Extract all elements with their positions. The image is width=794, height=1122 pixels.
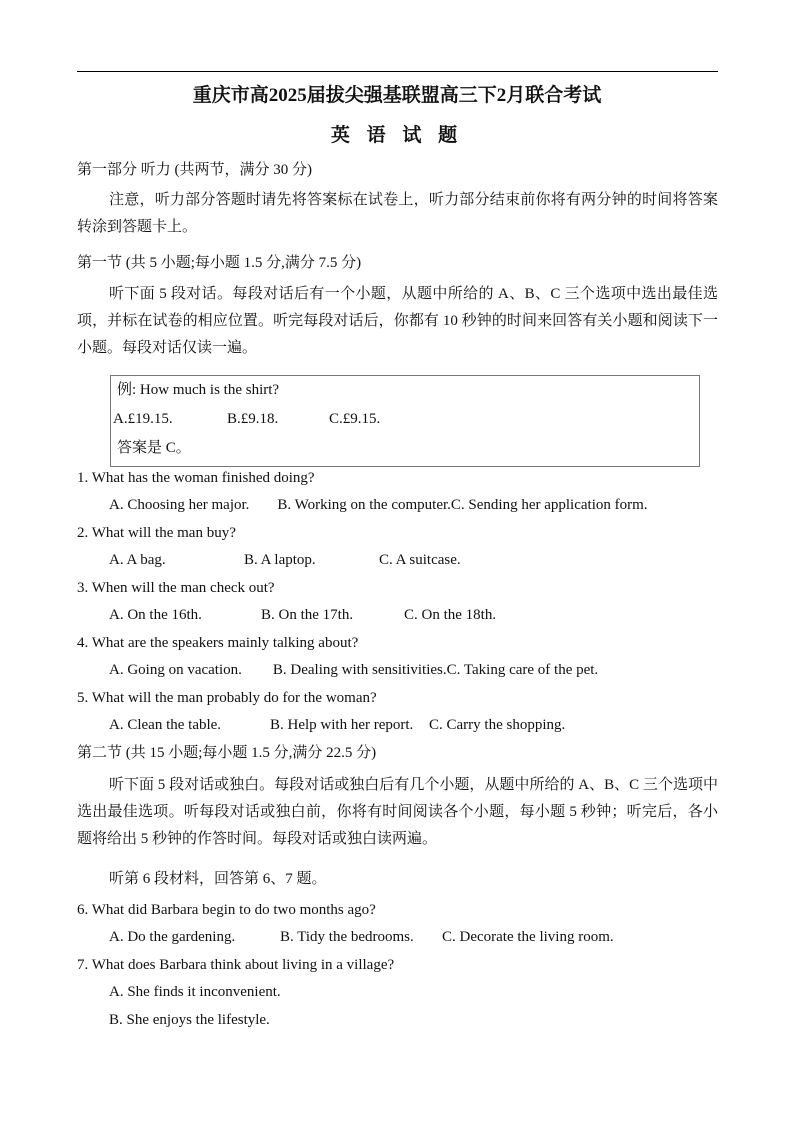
option-c: C. Carry the shopping. <box>429 717 566 733</box>
example-answer: 答案是 C。 <box>117 440 191 456</box>
option-a: A. Going on vacation. <box>109 662 242 678</box>
option-b: B. A laptop. <box>244 552 316 568</box>
part1-heading: 第一部分 听力 (共两节，满分 30 分) <box>77 162 312 178</box>
example-option-c: C.£9.15. <box>329 411 381 427</box>
question-7-option-a: A. She finds it inconvenient. <box>109 984 281 1000</box>
part1-notice: 注意，听力部分答题时请先将答案标在试卷上，听力部分结束前你将有两分钟的时间将答案转涂到答题卡上。 <box>77 192 718 235</box>
section1-heading: 第一节 (共 5 小题;每小题 1.5 分,满分 7.5 分) <box>77 255 362 271</box>
option-b: B. Working on the computer. <box>277 497 451 513</box>
option-a: A. Do the gardening. <box>109 929 236 945</box>
question-4: 4. What are the speakers mainly talking about? <box>77 635 359 651</box>
question-3: 3. When will the man check out? <box>77 580 275 596</box>
option-b: B. Help with her report. <box>270 717 414 733</box>
option-a: A. Choosing her major. <box>109 497 250 513</box>
option-c: C. A suitcase. <box>379 552 461 568</box>
option-c: C. On the 18th. <box>404 607 497 623</box>
question-6: 6. What did Barbara begin to do two months ago? <box>77 902 376 918</box>
question-3-options <box>109 605 497 625</box>
question-1-options <box>109 495 648 515</box>
material-6-note: 听第 6 段材料，回答第 6、7 题。 <box>109 871 327 887</box>
section1-instructions: 听下面 5 段对话。每段对话后有一个小题，从题中所给的 A、B、C 三个选项中选出最佳选项，并标在试卷的相应位置。听完每段对话后，你都有 10 秒钟的时间来回答有关小题和阅读下一小题。每段对话仅读一遍。 <box>77 286 718 356</box>
exam-title: 重庆市高2025届拔尖强基联盟高三下2月联合考试 <box>192 85 602 106</box>
option-a: A. Clean the table. <box>109 717 222 733</box>
option-c: C. Taking care of the pet. <box>446 662 599 678</box>
option-c: C. Sending her application form. <box>450 497 648 513</box>
example-box <box>110 375 700 467</box>
section2-instructions: 听下面 5 段对话或独白。每段对话或独白后有几个小题，从题中所给的 A、B、C 三个选项中选出最佳选项。听每段对话或独白前，你将有时间阅读各个小题，每小题 5 秒钟；听完后，各小题将给出 5 秒钟的作答时间。每段对话或独白读两遍。 <box>77 777 718 847</box>
question-5-options <box>109 715 566 735</box>
question-5: 5. What will the man probably do for the woman? <box>77 690 377 706</box>
question-7-option-b: B. She enjoys the lifestyle. <box>109 1012 270 1028</box>
example-option-a: A.£19.15. <box>113 411 173 427</box>
option-b: B. Dealing with sensitivities. <box>272 662 447 678</box>
option-b: B. On the 17th. <box>261 607 354 623</box>
example-option-b: B.£9.18. <box>227 411 279 427</box>
question-2-options <box>109 550 461 570</box>
example-question: 例: How much is the shirt? <box>117 382 280 398</box>
question-2: 2. What will the man buy? <box>77 525 236 541</box>
option-c: C. Decorate the living room. <box>442 929 614 945</box>
question-1: 1. What has the woman finished doing? <box>77 470 315 486</box>
option-a: A. On the 16th. <box>109 607 202 623</box>
exam-subtitle: 英 语 试 题 <box>330 125 464 146</box>
question-4-options <box>109 660 598 680</box>
section2-heading: 第二节 (共 15 小题;每小题 1.5 分,满分 22.5 分) <box>77 745 377 761</box>
question-7: 7. What does Barbara think about living in a village? <box>77 957 395 973</box>
header-rule <box>77 71 718 72</box>
option-b: B. Tidy the bedrooms. <box>280 929 414 945</box>
option-a: A. A bag. <box>109 552 166 568</box>
question-6-options <box>109 927 614 947</box>
